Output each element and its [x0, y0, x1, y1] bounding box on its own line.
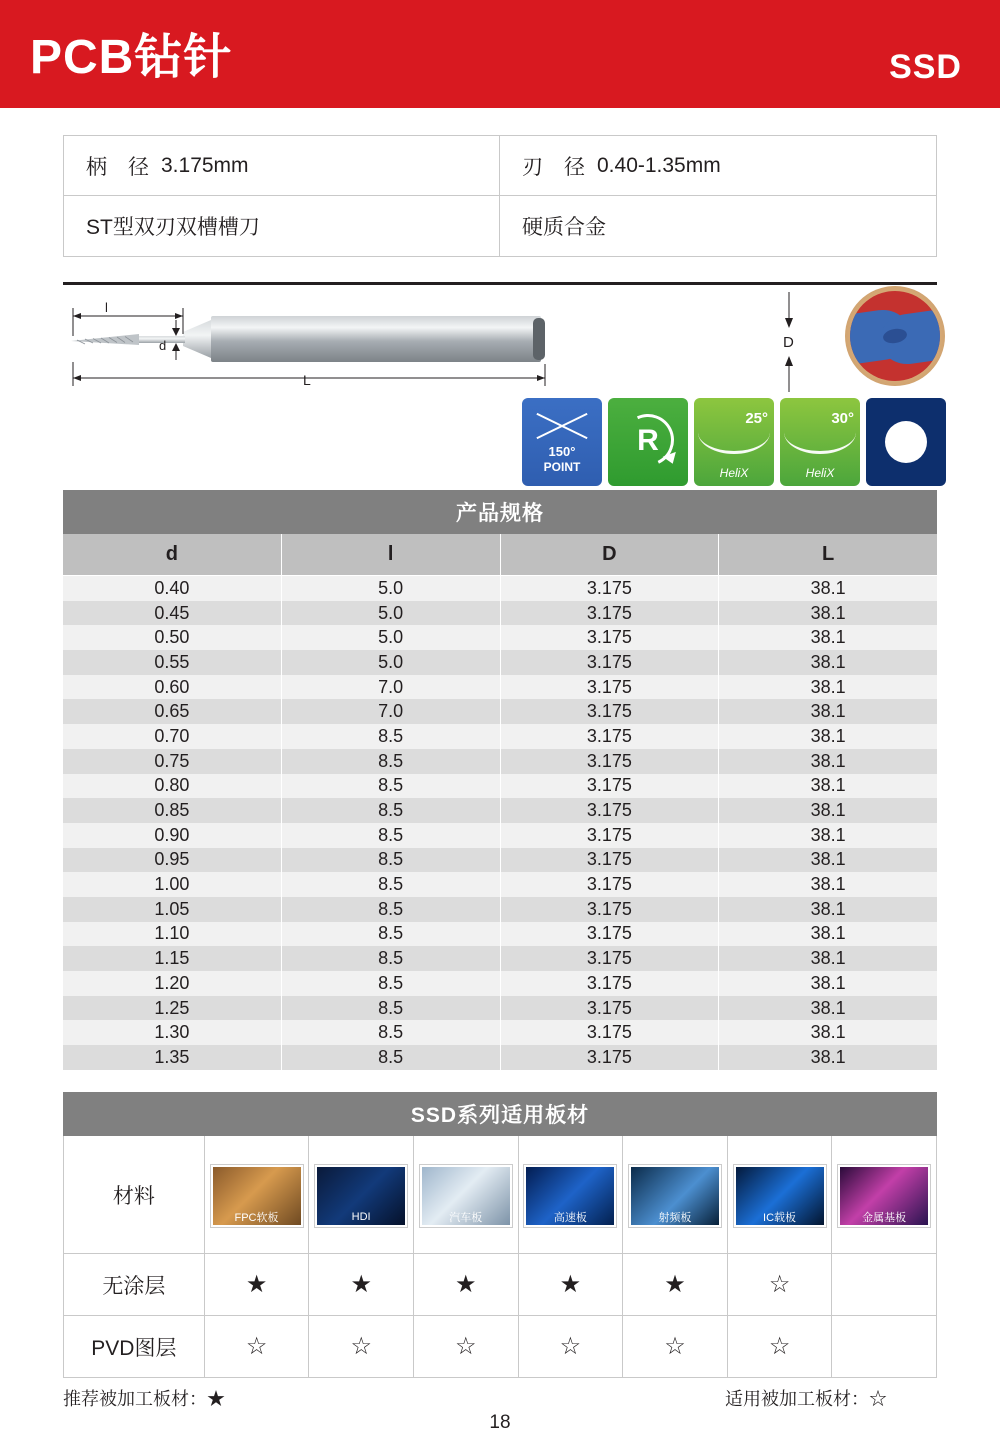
uncoated-row-label: 无涂层 — [64, 1254, 205, 1316]
table-row — [63, 971, 937, 996]
table-row — [63, 1045, 937, 1070]
spec-cell: 3.175 — [501, 576, 720, 601]
svg-text:d: d — [159, 338, 167, 353]
point-angle-icon — [522, 398, 602, 486]
spec-col-L: L — [822, 543, 835, 565]
spec-cell: 3.175 — [501, 650, 720, 675]
material-thumb-caption: IC载板 — [763, 1211, 797, 1224]
footnote-row — [63, 1385, 937, 1411]
flute-diameter-cell — [500, 136, 936, 196]
page-header — [0, 0, 1000, 108]
table-row — [63, 996, 937, 1021]
material-thumbnail-row — [64, 1136, 937, 1254]
svg-text:l: l — [105, 300, 108, 315]
material-cell — [519, 1136, 624, 1254]
spec-col-D: D — [501, 534, 720, 575]
rating-cell: ☆ — [309, 1316, 414, 1378]
spec-cell: 38.1 — [810, 824, 846, 845]
table-row — [63, 650, 937, 675]
drill-material-cell: 硬质合金 — [522, 216, 606, 239]
spec-cell: 1.15 — [63, 946, 282, 971]
svg-text:L: L — [303, 372, 311, 388]
spec-cell: 38.1 — [810, 849, 846, 870]
spec-cell: 38.1 — [810, 1046, 846, 1067]
product-info-table — [63, 135, 937, 257]
spec-cell: 3.175 — [501, 1045, 720, 1070]
spec-cell: 3.175 — [501, 699, 720, 724]
table-row — [63, 699, 937, 724]
table-row — [63, 1020, 937, 1045]
rating-cell: ★ — [623, 1254, 728, 1316]
spec-cell: 3.175 — [501, 996, 720, 1021]
spec-cell: 0.45 — [63, 601, 282, 626]
material-cell — [414, 1136, 519, 1254]
spec-cell: 7.0 — [282, 699, 501, 724]
rotation-icon — [608, 398, 688, 486]
rating-cell: ☆ — [728, 1254, 833, 1316]
spec-cell: 0.75 — [63, 749, 282, 774]
spec-cell: 0.95 — [63, 848, 282, 873]
spec-cell: 1.35 — [63, 1045, 282, 1070]
spec-cell: 38.1 — [810, 898, 846, 919]
shank-diameter-label: 柄 径 — [86, 155, 149, 179]
spec-cell: 8.5 — [282, 996, 501, 1021]
spec-cell: 5.0 — [282, 601, 501, 626]
table-row — [63, 848, 937, 873]
divider-line — [63, 282, 937, 285]
pvd-row — [64, 1316, 937, 1378]
feature-icon-row — [522, 398, 1000, 486]
rating-cell-empty — [832, 1316, 937, 1378]
spec-header-row — [63, 534, 937, 576]
spec-cell: 5.0 — [282, 650, 501, 675]
helix-angle-value-30: 30° — [831, 410, 854, 427]
spec-cell: 3.175 — [501, 724, 720, 749]
rating-cell-empty — [832, 1254, 937, 1316]
table-row — [63, 576, 937, 601]
rating-cell: ☆ — [728, 1316, 833, 1378]
spec-cell: 0.80 — [63, 774, 282, 799]
table-row — [63, 872, 937, 897]
rating-cell: ☆ — [623, 1316, 728, 1378]
rating-cell: ☆ — [519, 1316, 624, 1378]
material-thumb-caption: 汽车板 — [449, 1211, 483, 1224]
spec-cell: 8.5 — [282, 749, 501, 774]
helix-label-25: HeliX — [719, 466, 749, 480]
spec-cell: 1.25 — [63, 996, 282, 1021]
spec-cell: 8.5 — [282, 872, 501, 897]
spec-cell: 38.1 — [810, 577, 846, 598]
spec-cell: 0.50 — [63, 625, 282, 650]
spec-cell: 8.5 — [282, 946, 501, 971]
table-row — [63, 601, 937, 626]
page-number: 18 — [489, 1412, 511, 1433]
spec-cell: 38.1 — [810, 750, 846, 771]
spec-cell: 8.5 — [282, 922, 501, 947]
spec-cell: 3.175 — [501, 922, 720, 947]
table-row — [63, 897, 937, 922]
automotive-board-thumb — [420, 1165, 512, 1227]
spec-cell: 8.5 — [282, 1045, 501, 1070]
material-cell — [309, 1136, 414, 1254]
table-row — [63, 946, 937, 971]
rating-cell: ☆ — [414, 1316, 519, 1378]
helix-angle-icon-25 — [694, 398, 774, 486]
spec-cell: 0.55 — [63, 650, 282, 675]
spec-cell: 8.5 — [282, 774, 501, 799]
spec-cell: 8.5 — [282, 848, 501, 873]
point-angle-label: POINT — [543, 460, 581, 474]
spec-cell: 1.20 — [63, 971, 282, 996]
spec-cell: 38.1 — [810, 627, 846, 648]
high-speed-board-thumb — [524, 1165, 616, 1227]
spec-cell: 38.1 — [810, 874, 846, 895]
table-row — [63, 922, 937, 947]
drill-drawing-area — [63, 276, 937, 486]
spec-cell: 38.1 — [810, 651, 846, 672]
spec-cell: 3.175 — [501, 823, 720, 848]
spec-body — [63, 576, 937, 1070]
spec-cell: 1.30 — [63, 1020, 282, 1045]
spec-cell: 38.1 — [810, 800, 846, 821]
spec-cell: 1.10 — [63, 922, 282, 947]
spec-cell: 38.1 — [810, 775, 846, 796]
spec-cell: 3.175 — [501, 971, 720, 996]
hdi-board-thumb — [315, 1165, 407, 1227]
table-row — [63, 798, 937, 823]
spec-band-title: 产品规格 — [63, 490, 937, 534]
table-row — [63, 625, 937, 650]
spec-cell: 1.05 — [63, 897, 282, 922]
spec-cell: 8.5 — [282, 971, 501, 996]
spec-cell: 0.60 — [63, 675, 282, 700]
material-cell — [832, 1136, 937, 1254]
helix-angle-value-25: 25° — [745, 410, 768, 427]
spec-cell: 0.90 — [63, 823, 282, 848]
rating-cell: ★ — [414, 1254, 519, 1316]
material-thumb-caption: FPC软板 — [234, 1211, 279, 1224]
spec-cell: 7.0 — [282, 675, 501, 700]
spec-col-l: l — [282, 534, 501, 575]
spec-cell: 5.0 — [282, 625, 501, 650]
point-angle-value: 150° — [548, 444, 576, 459]
table-row — [63, 823, 937, 848]
spec-cell: 38.1 — [810, 948, 846, 969]
spec-cell: 3.175 — [501, 946, 720, 971]
shank-diameter-value: 3.175mm — [161, 153, 249, 177]
spec-cell: 38.1 — [810, 997, 846, 1018]
spec-cell: 38.1 — [810, 725, 846, 746]
spec-cell: 0.65 — [63, 699, 282, 724]
flute-diameter-label: 刃 径 — [522, 155, 585, 179]
material-table — [63, 1092, 937, 1378]
spec-cell: 3.175 — [501, 774, 720, 799]
spec-cell: 38.1 — [810, 923, 846, 944]
specification-table — [63, 490, 937, 1070]
spec-cell: 1.00 — [63, 872, 282, 897]
dimension-label-D: D — [783, 334, 794, 351]
drill-bit-illustration — [63, 290, 763, 400]
spec-cell: 8.5 — [282, 1020, 501, 1045]
spec-cell: 8.5 — [282, 724, 501, 749]
brand-label: SSD — [889, 48, 962, 86]
rf-board-thumb — [629, 1165, 721, 1227]
spec-cell: 38.1 — [810, 676, 846, 697]
ic-substrate-thumb — [734, 1165, 826, 1227]
spec-cell: 8.5 — [282, 798, 501, 823]
spec-cell: 3.175 — [501, 798, 720, 823]
spec-col-d: d — [63, 534, 282, 575]
spec-cell: 0.70 — [63, 724, 282, 749]
drill-cross-section-illustration — [845, 286, 945, 386]
spec-cell: 3.175 — [501, 675, 720, 700]
hole-icon — [866, 398, 946, 486]
material-row-label: 材料 — [64, 1136, 205, 1254]
material-thumb-caption: 射频板 — [658, 1211, 692, 1224]
pvd-row-label: PVD图层 — [64, 1316, 205, 1378]
uncoated-row — [64, 1254, 937, 1316]
spec-cell: 3.175 — [501, 749, 720, 774]
material-cell — [623, 1136, 728, 1254]
page-title: PCB钻针 — [30, 31, 233, 84]
shank-diameter-cell — [64, 136, 500, 196]
fpc-flex-board-thumb — [211, 1165, 303, 1227]
spec-cell: 5.0 — [282, 576, 501, 601]
shank-diameter-dimension — [753, 292, 833, 392]
spec-cell: 3.175 — [501, 625, 720, 650]
material-band-title: SSD系列适用板材 — [63, 1092, 937, 1136]
spec-cell: 3.175 — [501, 848, 720, 873]
spec-cell: 3.175 — [501, 1020, 720, 1045]
rating-cell: ★ — [519, 1254, 624, 1316]
spec-cell: 38.1 — [810, 602, 846, 623]
material-thumb-caption: 高速板 — [553, 1211, 587, 1224]
material-cell — [728, 1136, 833, 1254]
spec-cell: 38.1 — [810, 1022, 846, 1043]
table-row — [63, 774, 937, 799]
metal-base-board-thumb — [838, 1165, 930, 1227]
table-row — [63, 749, 937, 774]
drill-type-cell: ST型双刃双槽槽刀 — [64, 196, 500, 256]
spec-cell: 8.5 — [282, 897, 501, 922]
spec-cell: 8.5 — [282, 823, 501, 848]
material-thumb-caption: 金属基板 — [862, 1211, 907, 1224]
spec-cell: 0.40 — [63, 576, 282, 601]
table-row — [63, 675, 937, 700]
material-thumb-caption: HDI — [351, 1210, 371, 1223]
spec-cell: 0.85 — [63, 798, 282, 823]
helix-angle-icon-30 — [780, 398, 860, 486]
footnote-recommended: 推荐被加工板材：★ — [63, 1389, 225, 1409]
spec-cell: 3.175 — [501, 601, 720, 626]
table-row — [63, 724, 937, 749]
helix-label-30: HeliX — [805, 466, 835, 480]
rating-cell: ★ — [205, 1254, 310, 1316]
spec-cell: 3.175 — [501, 872, 720, 897]
material-cell — [205, 1136, 310, 1254]
rotation-letter: R — [637, 424, 659, 457]
spec-cell: 3.175 — [501, 897, 720, 922]
spec-cell: 38.1 — [810, 972, 846, 993]
rating-cell: ★ — [309, 1254, 414, 1316]
spec-cell: 38.1 — [810, 701, 846, 722]
rating-cell: ☆ — [205, 1316, 310, 1378]
flute-diameter-value: 0.40-1.35mm — [597, 153, 721, 177]
footnote-applicable: 适用被加工板材：☆ — [725, 1389, 887, 1409]
